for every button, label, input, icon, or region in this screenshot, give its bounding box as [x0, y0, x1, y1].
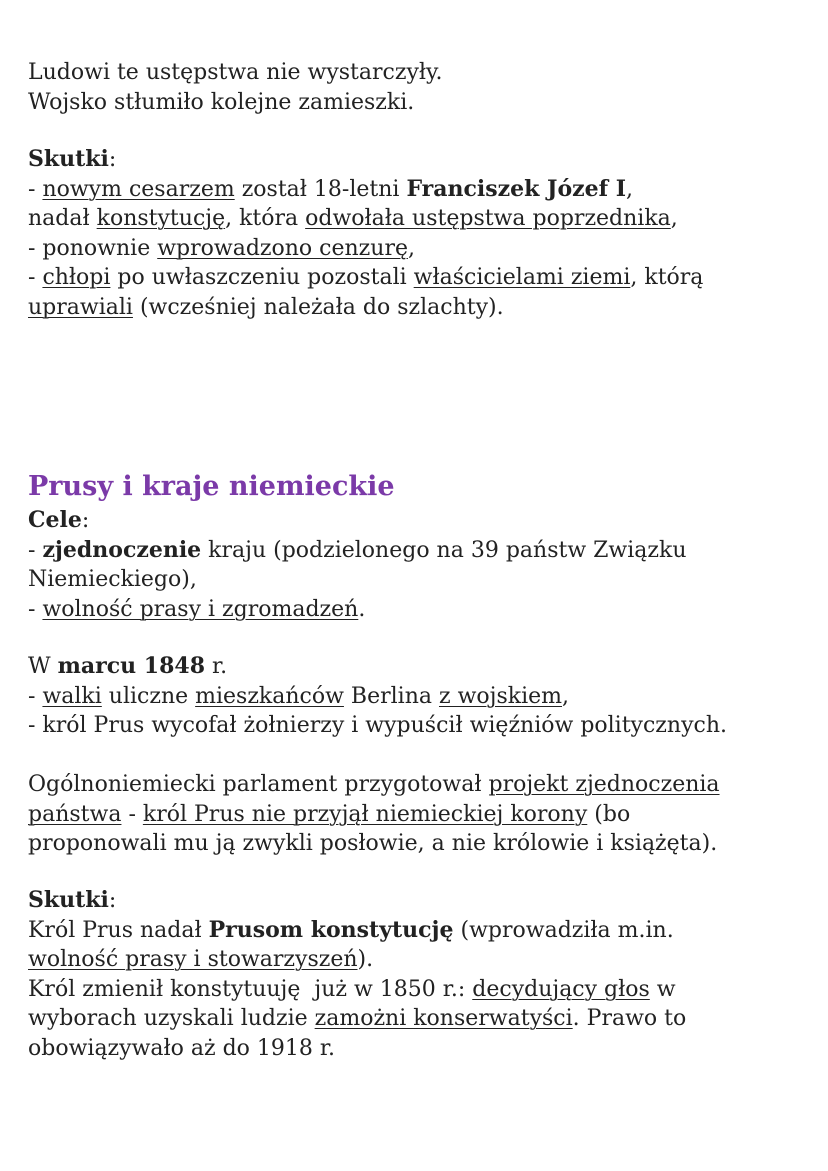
parliament-line-1 — [28, 770, 808, 800]
bold-text: Prusom konstytucję — [208, 916, 454, 943]
text: Król zmienił konstytuuję już w 1850 r.: — [28, 976, 473, 1002]
parliament-line-3: proponowali mu ją zwykli posłowie, a nie królowie i książęta). — [28, 831, 718, 856]
skutki-heading — [28, 145, 808, 175]
underlined-text: zamożni konserwatyści — [314, 1006, 573, 1031]
dash: - — [28, 265, 43, 290]
text: W — [28, 654, 58, 679]
skutki-heading — [28, 886, 808, 916]
dash: - — [28, 683, 43, 709]
underlined-text: walki — [42, 683, 102, 709]
underlined-text: wprowadzono cenzurę — [157, 235, 408, 261]
skutki2-line-1 — [28, 916, 808, 946]
dash: - — [28, 596, 43, 622]
prussia-section — [28, 470, 808, 504]
underlined-text: chłopi — [42, 265, 111, 290]
skutki2-line-3 — [28, 975, 808, 1005]
text: Król Prus nadał — [28, 917, 209, 943]
dash: - — [28, 176, 43, 202]
underlined-text: decydujący głos — [472, 976, 650, 1002]
text: . Prawo to — [572, 1006, 687, 1031]
cele-line-1 — [28, 536, 808, 566]
underlined-text: właścicielami ziemi — [413, 265, 631, 290]
march-line-3: - król Prus wycofał żołnierzy i wypuścił więźniów politycznych. — [28, 713, 727, 738]
skutki-line-4 — [28, 263, 808, 293]
text: uliczne — [101, 683, 196, 709]
text: , którą — [630, 265, 704, 290]
text: , — [626, 176, 634, 202]
march-line-2 — [28, 682, 808, 712]
text: , — [670, 206, 678, 231]
text: . — [358, 596, 366, 622]
march-line-1 — [28, 652, 808, 682]
bold-text: zjednoczenie — [42, 536, 202, 563]
heading-colon: : — [108, 888, 117, 913]
cele-heading — [28, 506, 808, 536]
underlined-text: konstytucję — [96, 206, 226, 231]
text: (wprowadziła m.in. — [453, 917, 674, 943]
underlined-text: król Prus nie przyjął niemieckiej korony — [142, 801, 588, 827]
text: kraju (podzielonego na 39 państw Związku — [201, 537, 687, 563]
parliament-paragraph — [28, 770, 808, 859]
text: wyborach uzyskali ludzie — [28, 1006, 315, 1031]
text: nadał — [28, 206, 97, 231]
dash: - — [28, 537, 43, 563]
section-title: Prusy i kraje niemieckie — [28, 471, 395, 502]
skutki-line-5 — [28, 293, 808, 323]
text: (wcześniej należała do szlachty). — [132, 294, 504, 320]
skutki-line-3 — [28, 234, 808, 264]
underlined-text: projekt zjednoczenia — [488, 772, 720, 797]
cele-section — [28, 506, 808, 624]
underlined-text: z wojskiem — [438, 683, 563, 709]
bold-text: Franciszek Józef I — [406, 175, 627, 202]
text: , — [407, 235, 415, 261]
skutki-line-2 — [28, 204, 808, 234]
intro-paragraph — [28, 58, 808, 117]
heading-colon: : — [108, 147, 117, 172]
text: - ponownie — [28, 235, 158, 261]
skutki2-line-2 — [28, 945, 808, 975]
text: r. — [205, 654, 228, 679]
skutki-section-prussia — [28, 886, 808, 1063]
text: ). — [357, 947, 374, 972]
underlined-text: wolność prasy i zgromadzeń — [42, 596, 359, 622]
skutki-section-austria — [28, 145, 808, 322]
underlined-text: wolność prasy i stowarzyszeń — [28, 947, 358, 972]
parliament-line-2 — [28, 800, 808, 830]
intro-line-2: Wojsko stłumiło kolejne zamieszki. — [28, 89, 415, 115]
underlined-text: uprawiali — [28, 294, 133, 320]
text: został 18-letni — [234, 176, 407, 202]
underlined-text: nowym cesarzem — [42, 176, 235, 202]
skutki-heading-text: Skutki — [28, 887, 109, 913]
underlined-text: państwa — [28, 801, 122, 827]
text: Ogólnoniemiecki parlament przygotował — [28, 772, 489, 797]
cele-line-3 — [28, 595, 808, 625]
skutki2-line-4 — [28, 1004, 808, 1034]
cele-line-2: Niemieckiego), — [28, 567, 197, 592]
bold-text: marcu 1848 — [57, 653, 206, 679]
text: (bo — [587, 801, 631, 827]
underlined-text: mieszkańców — [195, 683, 344, 709]
underlined-text: odwołała ustępstwa poprzednika — [305, 206, 671, 231]
text: - — [121, 801, 143, 827]
text: Berlina — [343, 683, 439, 709]
text: po uwłaszczeniu pozostali — [110, 265, 414, 290]
skutki-line-1 — [28, 175, 808, 205]
heading-colon: : — [81, 508, 90, 533]
skutki2-line-5: obowiązywało aż do 1918 r. — [28, 1035, 335, 1061]
march-1848-section — [28, 652, 808, 741]
cele-heading-text: Cele — [28, 507, 82, 533]
skutki-heading-text: Skutki — [28, 146, 109, 172]
text: , — [562, 683, 570, 709]
text: , która — [225, 206, 306, 231]
text: w — [649, 976, 676, 1002]
intro-line-1: Ludowi te ustępstwa nie wystarczyły. — [28, 60, 443, 85]
